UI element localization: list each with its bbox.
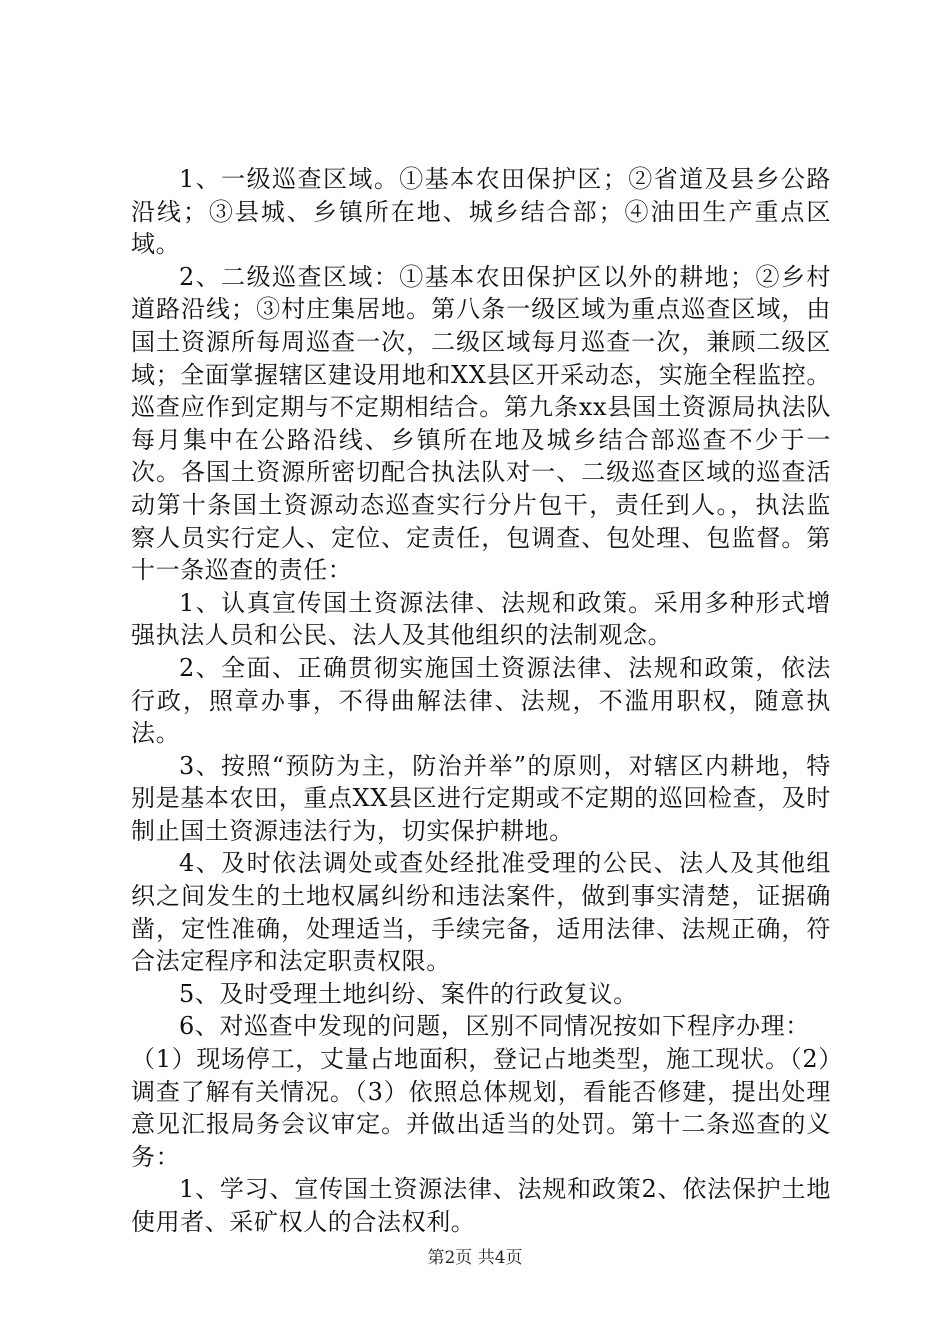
paragraph-duty-5: 5、及时受理土地纠纷、案件的行政复议。	[179, 979, 638, 1008]
page-number: 第2页 共4页	[427, 1248, 523, 1268]
paragraph-duty-3: 3、按照“预防为主，防治并举”的原则，对辖区内耕地，特别是基本农田，重点XX县区进行定期或不定期的巡回检查，及时制止国土资源违法行为，切实保护耕地。	[131, 751, 831, 845]
paragraph-level2-area: 2、二级巡查区域：①基本农田保护区以外的耕地；②乡村道路沿线；③村庄集居地。第八条一级区域为重点巡查区域，由国土资源所每周巡查一次，二级区域每月巡查一次，兼顾二级区域；全面掌握辖区建设用地和XX县区开采动态，实施全程监控。巡查应作到定期与不定期相结合。第九条xx县国土资源局执法队每月集中在公路沿线、乡镇所在地及城乡结合部巡查不少于一次。各国土资源所密切配合执法队对一、二级巡查区域的巡查活动第十条国土资源动态巡查实行分片包干，责任到人。，执法监察人员实行定人、定位、定责任，包调查、包处理、包监督。第十一条巡查的责任：	[131, 262, 831, 585]
document-body	[131, 163, 831, 1239]
paragraph-duty-2: 2、全面、正确贯彻实施国土资源法律、法规和政策，依法行政，照章办事，不得曲解法律、法规，不滥用职权，随意执法。	[131, 653, 831, 748]
paragraph-duty-6: 6、对巡查中发现的问题，区别不同情况按如下程序办理：	[179, 1012, 810, 1041]
paragraph-duty-1: 1、认真宣传国土资源法律、法规和政策。采用多种形式增强执法人员和公民、法人及其他组织的法制观念。	[131, 588, 831, 650]
paragraph-procedure-steps: （1）现场停工，丈量占地面积，登记占地类型，施工现状。（2）调查了解有关情况。（3）依照总体规划，看能否修建，提出处理意见汇报局务会议审定。并做出适当的处罚。第十二条巡查的义务：	[131, 1045, 831, 1171]
paragraph-duty-4: 4、及时依法调处或查处经批准受理的公民、法人及其他组织之间发生的土地权属纠纷和违法案件，做到事实清楚，证据确凿，定性准确，处理适当，手续完备，适用法律、法规正确，符合法定程序和法定职责权限。	[131, 849, 831, 976]
paragraph-obligation-1: 1、学习、宣传国土资源法律、法规和政策2、依法保护土地使用者、采矿权人的合法权利。	[131, 1175, 831, 1236]
paragraph-level1-area: 1、一级巡查区域。①基本农田保护区；②省道及县乡公路沿线；③县城、乡镇所在地、城乡结合部；④油田生产重点区域。	[131, 165, 831, 259]
